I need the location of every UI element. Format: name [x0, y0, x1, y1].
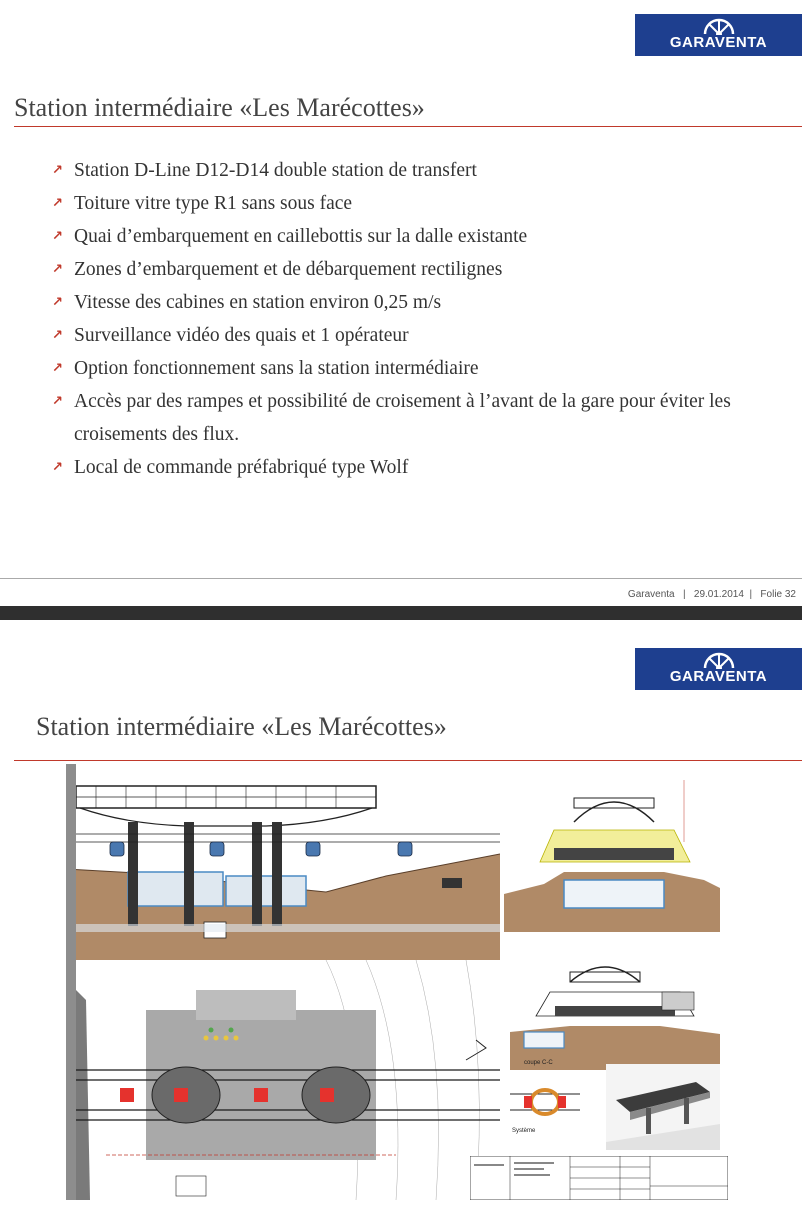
slide-2 [0, 620, 802, 1208]
list-item: ↗ Toiture vitre type R1 sans sous face [52, 187, 772, 220]
brand-name: GARAVENTA [669, 34, 768, 51]
list-item: ↗ Quai d’embarquement en caillebottis sur la dalle existante [52, 220, 772, 253]
footer-rule [0, 578, 802, 579]
slide-divider [0, 606, 802, 620]
arrow-up-right-icon: ↗ [52, 394, 63, 409]
arrow-up-right-icon: ↗ [52, 229, 63, 244]
system-label: Système [512, 1128, 536, 1134]
station-elevation-drawing [66, 764, 500, 960]
list-item: ↗ Option fonctionnement sans la station intermédiaire [52, 352, 772, 385]
slide-title: Station intermédiaire «Les Marécottes» [36, 712, 447, 741]
list-item: ↗ Surveillance vidéo des quais et 1 opérateur [52, 319, 772, 352]
station-3d-render [606, 1064, 720, 1150]
technical-drawings [66, 764, 742, 1200]
garaventa-wheel-icon [701, 17, 737, 35]
arrow-up-right-icon: ↗ [52, 163, 63, 178]
list-item: ↗ Zones d’embarquement et de débarquement rectilignes [52, 253, 772, 286]
station-plan-drawing [66, 960, 500, 1200]
title-rule [14, 760, 802, 761]
arrow-up-right-icon: ↗ [52, 460, 63, 475]
arrow-up-right-icon: ↗ [52, 328, 63, 343]
drawing-title-block [470, 1156, 728, 1200]
title-rule [14, 126, 802, 127]
system-schematic [510, 1070, 580, 1140]
arrow-up-right-icon: ↗ [52, 196, 63, 211]
section-label: coupe C-C [524, 1060, 553, 1066]
garaventa-wheel-icon [701, 651, 737, 669]
section-drawing-top [504, 772, 720, 932]
list-item: ↗ Vitesse des cabines en station environ 0,25 m/s [52, 286, 772, 319]
slide-title: Station intermédiaire «Les Marécottes» [14, 93, 425, 122]
brand-name: GARAVENTA [669, 668, 768, 685]
list-item: ↗ Station D-Line D12-D14 double station de transfert [52, 154, 772, 187]
arrow-up-right-icon: ↗ [52, 262, 63, 277]
slide-footer: Garaventa | 29.01.2014 | Folie 32 [627, 589, 796, 600]
arrow-up-right-icon: ↗ [52, 295, 63, 310]
bullet-list [52, 154, 772, 484]
drawing-border [66, 764, 76, 1200]
list-item: ↗ Accès par des rampes et possibilité de croisement à l’avant de la gare pour éviter les croisements des flux. [52, 385, 772, 451]
section-drawing-cc [510, 952, 720, 1070]
garaventa-logo [635, 648, 802, 690]
garaventa-logo [635, 14, 802, 56]
arrow-up-right-icon: ↗ [52, 361, 63, 376]
list-item: ↗ Local de commande préfabriqué type Wolf [52, 451, 772, 484]
